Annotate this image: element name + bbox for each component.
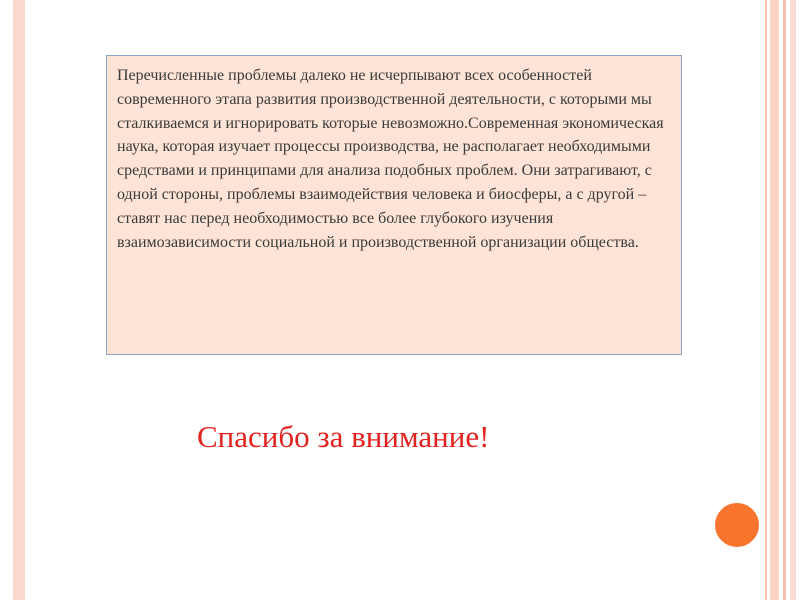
thanks-text: Спасибо за внимание!	[197, 419, 490, 454]
left-decorative-stripe	[13, 0, 25, 600]
right-decorative-stripe	[770, 0, 779, 600]
body-text: Перечисленные проблемы далеко не исчерпывают всех особенностей современного этапа развития производственной деятельности, с которыми мы сталкиваемся и игнорировать которые невозможно.Современная экономическая наука, которая изучает процессы производства, не располагает необходимыми средствами и принципами для анализа подобных проблем. Они затрагивают, с одной стороны, проблемы взаимодействия человека и биосферы, а с другой – ставят нас перед необходимостью все более глубокого изучения взаимозависимости социальной и производственной организации общества.	[117, 67, 664, 251]
right-decorative-stripe	[783, 0, 786, 600]
right-decorative-stripe	[790, 0, 796, 600]
right-decorative-stripe	[765, 0, 767, 600]
decorative-circle-icon	[712, 500, 762, 550]
text-box	[106, 55, 682, 355]
